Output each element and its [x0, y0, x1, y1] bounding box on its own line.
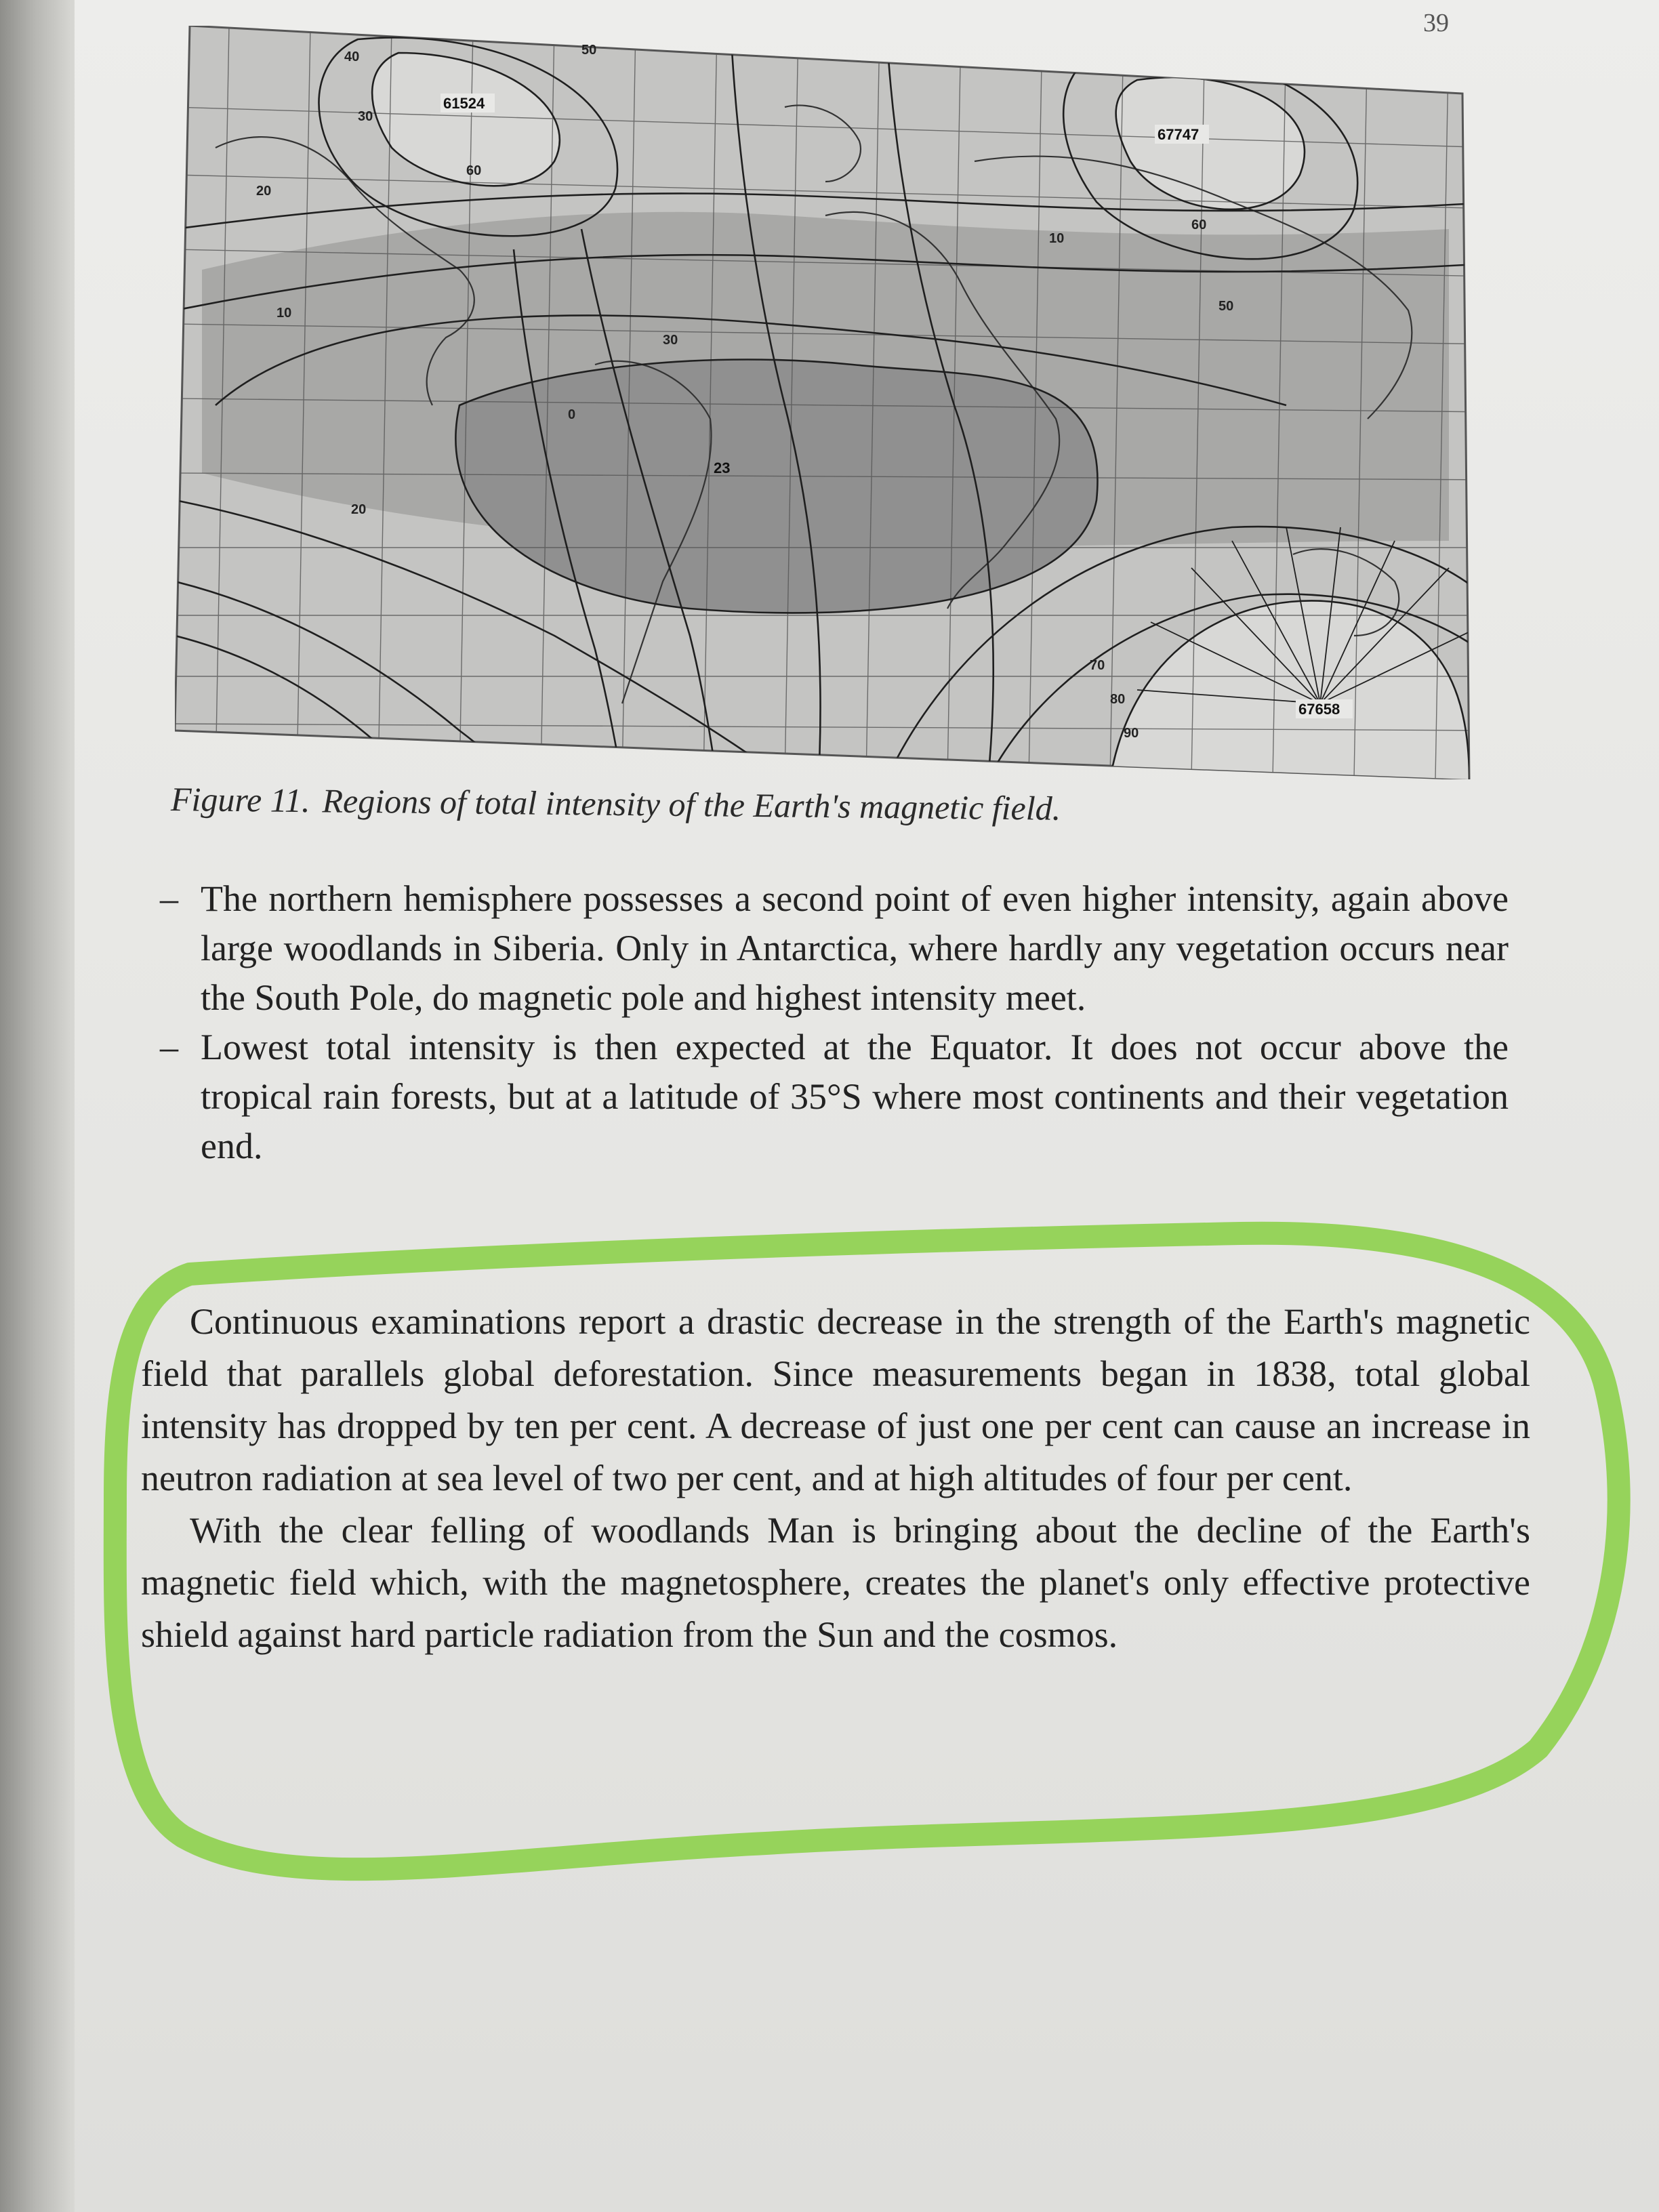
contour-label: 90 — [1124, 726, 1139, 741]
contour-label: 30 — [663, 333, 678, 348]
contour-label: 50 — [1218, 299, 1234, 314]
paragraph: Continuous examinations report a drastic decrease in the strength of the Earth's magnetic field that parallels global deforestation. Since measurements began in 1838, total global intensity has dropped by ten per cent. A decrease of just one per cent can cause an increase in neutron radiation at sea level of two per cent, and at high altitudes of four per cent. — [141, 1301, 1530, 1498]
contour-label: 60 — [466, 163, 482, 178]
magnetic-intensity-map — [175, 26, 1496, 779]
bullet-list — [160, 874, 1509, 1171]
bullet-text: The northern hemisphere possesses a second point of even higher intensity, again above large woodlands in Siberia. Only in Antarctica, where hardly any vegetation occurs near the South Pole, do magnetic pole and highest intensity meet. — [201, 878, 1509, 1018]
peak-label-antarctica: 67658 — [1298, 701, 1340, 718]
figure-caption-label: Figure 11. — [170, 780, 310, 820]
page-number: 39 — [1423, 9, 1449, 37]
list-item — [160, 874, 1509, 1023]
contour-label: 10 — [1049, 231, 1065, 246]
body-paragraphs — [141, 1296, 1530, 1661]
contour-label: 70 — [1090, 658, 1105, 673]
contour-label: 10 — [276, 306, 292, 321]
contour-label: 30 — [358, 109, 373, 124]
bullet-dash: – — [160, 1027, 178, 1067]
magnetic-field-map-figure — [175, 26, 1496, 779]
peak-label-siberia: 67747 — [1158, 126, 1200, 143]
contour-label: 40 — [344, 49, 360, 64]
bullet-dash: – — [160, 878, 178, 919]
contour-label: 50 — [581, 43, 597, 58]
peak-label-north-america: 61524 — [443, 95, 485, 112]
contour-label: 20 — [351, 502, 367, 517]
contour-label: 20 — [256, 184, 272, 199]
minimum-label-south-atlantic: 23 — [714, 459, 731, 476]
contour-label: 80 — [1110, 692, 1126, 707]
figure-caption-text: Regions of total intensity of the Earth's magnetic field. — [322, 781, 1061, 827]
contour-label: 0 — [568, 407, 576, 422]
paragraph: With the clear felling of woodlands Man is bringing about the decline of the Earth's magnetic field which, with the magnetosphere, creates the planet's only effective protective shield against hard particle radiation from the Sun and the cosmos. — [141, 1510, 1530, 1655]
bullet-text: Lowest total intensity is then expected at the Equator. It does not occur above the tropical rain forests, but at a latitude of 35°S where most continents and their vegetation end. — [201, 1027, 1509, 1166]
contour-label: 60 — [1191, 218, 1207, 232]
list-item — [160, 1023, 1509, 1171]
